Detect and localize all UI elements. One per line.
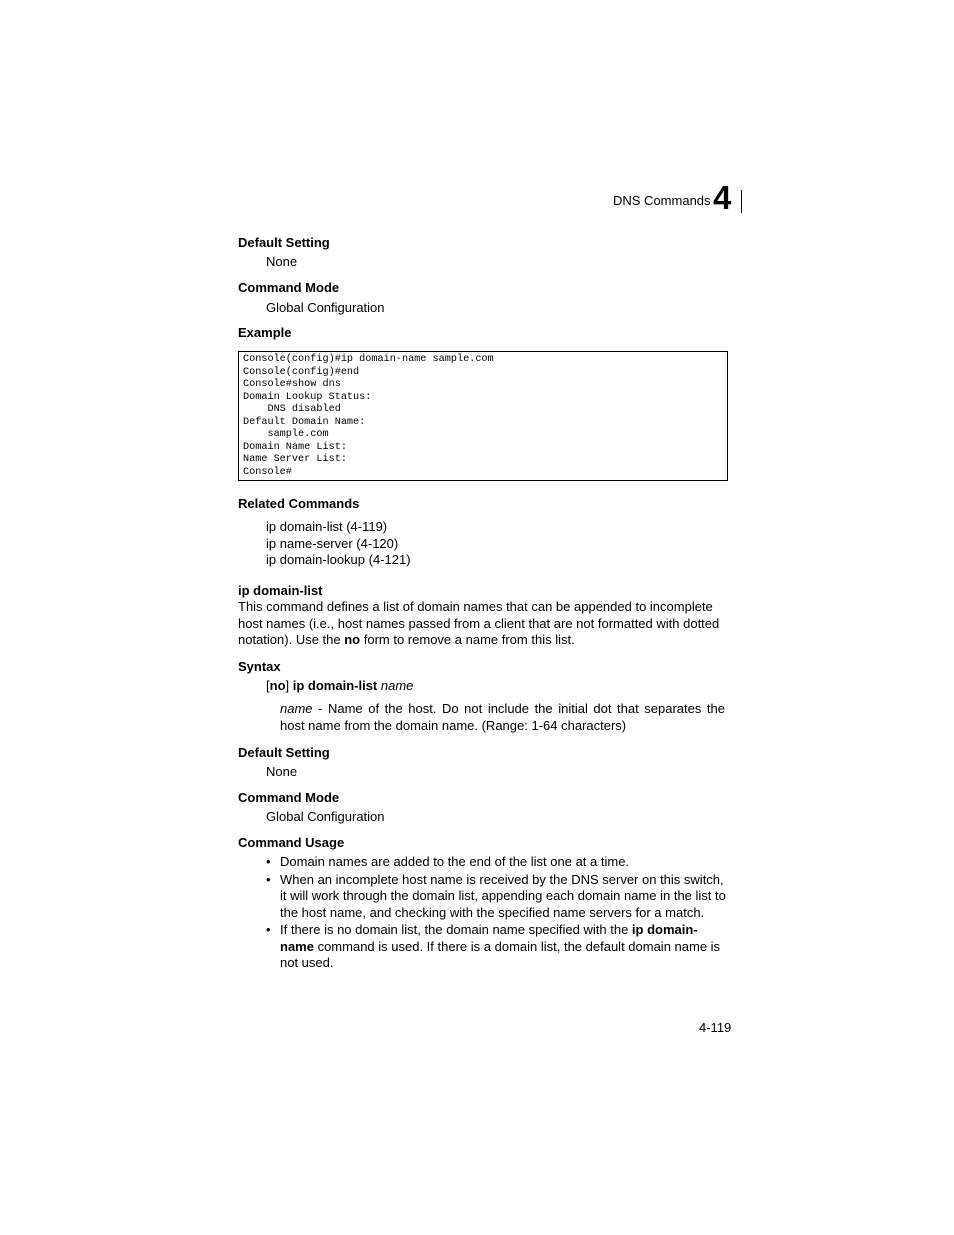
default-setting-heading: Default Setting xyxy=(238,235,330,250)
related-command-2: ip name-server (4-120) xyxy=(266,536,399,551)
example-heading: Example xyxy=(238,325,292,340)
example-code-box xyxy=(238,351,728,481)
bullet: • xyxy=(266,854,271,869)
example-code: Console(config)#ip domain-name sample.com Console(config)#end Console#show dns Domain Lookup Status: DNS disabled Default Domain Name: sample.com Domain Name List: Name Server List: Console# xyxy=(243,354,494,478)
command-mode-value: Global Configuration xyxy=(266,300,385,315)
chapter-number: 4 xyxy=(713,179,732,216)
command-mode-heading: Command Mode xyxy=(238,280,340,295)
related-command-1: ip domain-list (4-119) xyxy=(266,519,388,534)
list-item: • Domain names are added to the end of the list one at a time. xyxy=(266,854,630,869)
page-number: 4-119 xyxy=(699,1020,732,1035)
default-setting-value-2: None xyxy=(266,764,298,779)
default-setting-value: None xyxy=(266,254,298,269)
section-title: ip domain-list xyxy=(238,583,323,598)
bullet: • xyxy=(266,922,271,937)
bullet: • xyxy=(266,871,271,887)
related-commands-heading: Related Commands xyxy=(238,496,360,511)
list-item: • When an incomplete host name is received by the DNS server on this switch, it will work through the domain list, appending each domain name in the list to the host name, and checking with the specified name servers for a match. xyxy=(266,871,726,920)
command-mode-value-2: Global Configuration xyxy=(266,809,385,824)
section-intro: This command defines a list of domain names that can be appended to incomplete host names (i.e., host names passed from a client that are not formatted with dotted notation). Use the no form to remove a name from this list. xyxy=(238,599,720,647)
running-header: DNS Commands xyxy=(613,193,711,208)
command-usage-heading: Command Usage xyxy=(238,835,345,850)
default-setting-heading-2: Default Setting xyxy=(238,745,330,760)
related-command-3: ip domain-lookup (4-121) xyxy=(266,552,411,567)
list-item: • If there is no domain list, the domain name specified with the ip domain-name command is used. If there is a domain list, the default domain name is not used. xyxy=(266,922,721,970)
command-usage-list xyxy=(266,854,730,973)
parameter-description: name - Name of the host. Do not include the initial dot that separates the host name from the domain name. (Range: 1-64 characters) xyxy=(280,701,725,733)
syntax-line: [no] ip domain-list name xyxy=(266,678,414,693)
command-mode-heading-2: Command Mode xyxy=(238,790,340,805)
chapter-rule xyxy=(741,190,742,213)
syntax-heading: Syntax xyxy=(238,659,281,674)
